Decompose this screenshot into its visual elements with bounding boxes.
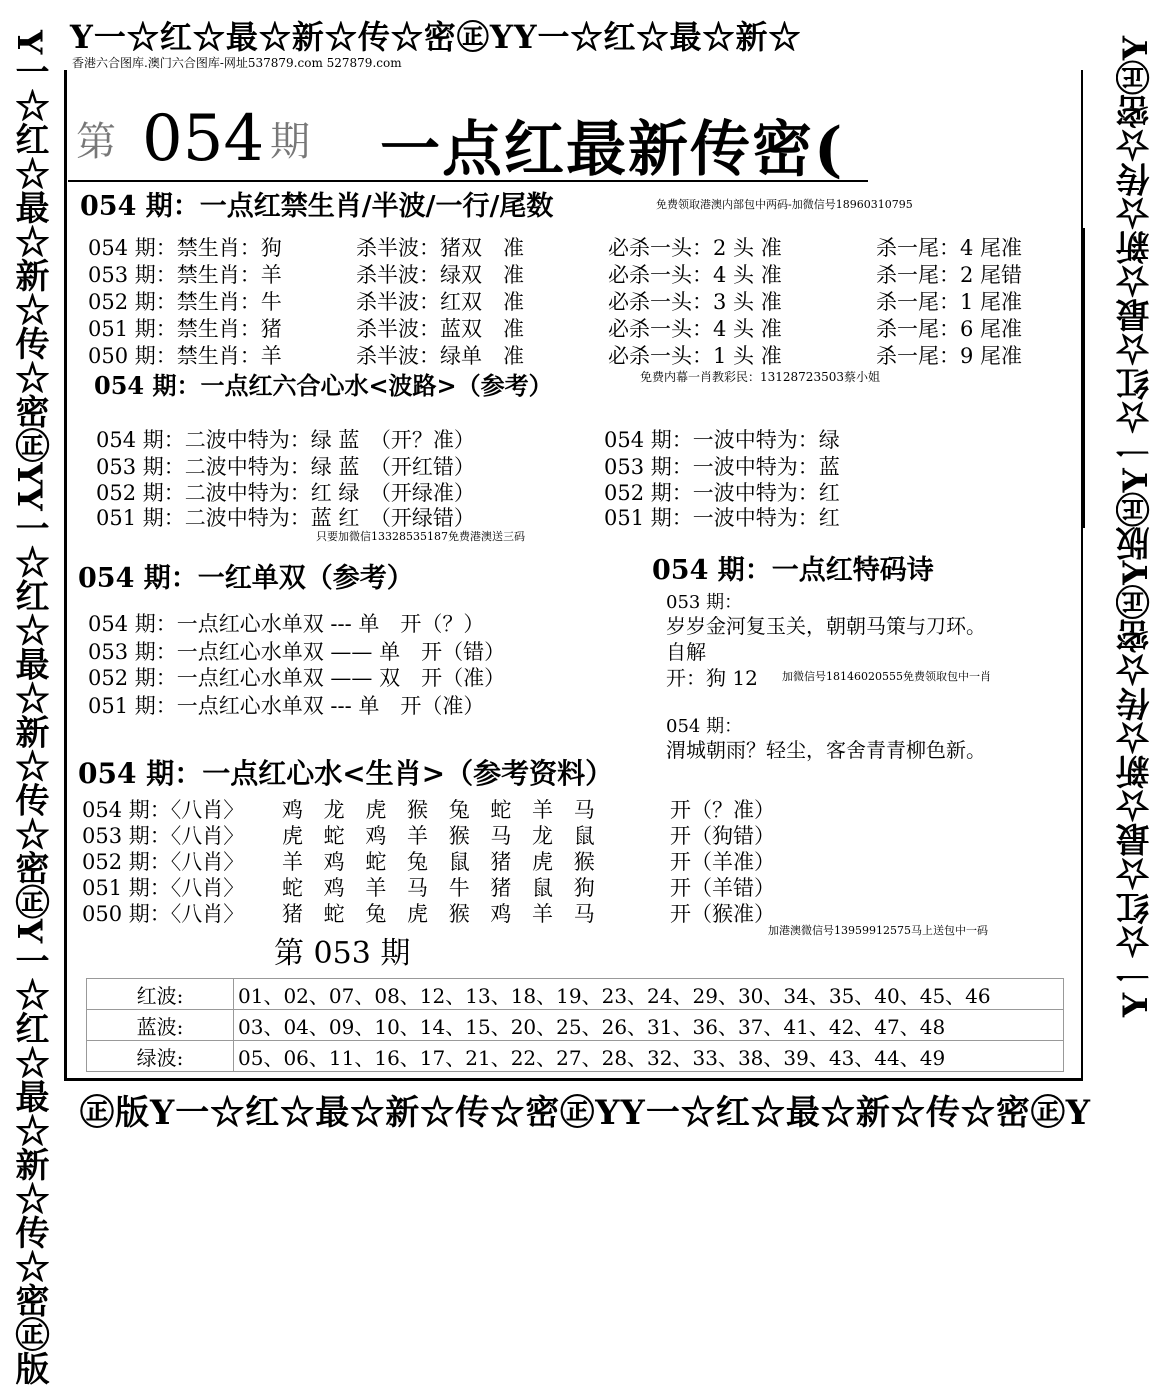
poem-053-line2: 自解 <box>666 640 706 664</box>
wave-table <box>86 978 1064 1072</box>
s1-row-1-col2: 杀半波：猪双 准 <box>356 236 524 260</box>
wave-label-green: 绿波: <box>87 1041 234 1072</box>
s1-row-4-col3: 必杀一头：4 头 准 <box>608 317 782 341</box>
poem-053-label: 053 期： <box>666 592 743 613</box>
s1-row-3-col3: 必杀一头：3 头 准 <box>608 290 782 314</box>
s1-row-1-col1: 054 期：禁生肖：狗 <box>88 236 282 260</box>
header-divider <box>68 180 868 182</box>
poem-053-line1: 岁岁金河复玉关，朝朝马策与刀环。 <box>666 614 986 638</box>
site-address-line: 香港六合图库.澳门六合图库-网址537879.com 527879.com <box>72 56 402 70</box>
s5-row-2-animals: 虎 蛇 鸡 羊 猴 马 龙 鼠 <box>282 824 595 848</box>
section1-note: 免费领取港澳内部包中两码-加微信号18960310795 <box>656 198 913 211</box>
s1-row-4-col4: 杀一尾：6 尾准 <box>876 317 1023 341</box>
wave-numbers-green: 05、06、11、16、17、21、22、27、28、32、33、38、39、43、44、49 <box>234 1041 1064 1072</box>
s5-row-2-result: 开（狗错） <box>670 824 775 848</box>
s5-row-4-animals: 蛇 鸡 羊 马 牛 猪 鼠 狗 <box>282 876 595 900</box>
s5-row-5-result: 开（猴准） <box>670 902 775 926</box>
s2-right-row-1: 054 期：一波中特为：绿 <box>604 428 840 452</box>
s1-row-4-col2: 杀半波：蓝双 准 <box>356 317 524 341</box>
s5-row-4-period: 051 期：〈八肖〉 <box>82 876 245 900</box>
s1-row-2-col1: 053 期：禁生肖：羊 <box>88 263 282 287</box>
s1-row-3-col2: 杀半波：红双 准 <box>356 290 524 314</box>
s3-row-1: 054 期：一点红心水单双 --- 单 开（？） <box>88 612 485 636</box>
s1-row-5-col3: 必杀一头：1 头 准 <box>608 344 782 368</box>
s1-row-4-col1: 051 期：禁生肖：猪 <box>88 317 282 341</box>
section4-note: 加微信号18146020555免费领取包中一肖 <box>782 670 991 683</box>
section5-title: 054 期：一点红心水<生肖>（参考资料） <box>78 757 614 790</box>
s5-row-1-animals: 鸡 龙 虎 猴 兔 蛇 羊 马 <box>282 798 595 822</box>
section4-title: 054 期：一点红特码诗 <box>652 555 934 586</box>
poem-054-line1: 渭城朝雨？轻尘，客舍青青柳色新。 <box>666 738 986 762</box>
s1-row-2-col4: 杀一尾：2 尾错 <box>876 263 1023 287</box>
main-title: 一点红最新传密( <box>380 115 845 185</box>
s1-row-5-col4: 杀一尾：9 尾准 <box>876 344 1023 368</box>
wave-row-red <box>87 979 1064 1010</box>
s5-row-1-period: 054 期：〈八肖〉 <box>82 798 245 822</box>
lower-left-frame <box>64 546 67 756</box>
wave-numbers-blue: 03、04、09、10、14、15、20、25、26、31、36、37、41、42、47、48 <box>234 1010 1064 1041</box>
wave-row-blue <box>87 1010 1064 1041</box>
bottom-border-text: ㊣版Y一☆红☆最☆新☆传☆密㊣YY一☆红☆最☆新☆传☆密㊣Y <box>80 1093 1092 1133</box>
poem-054-label: 054 期： <box>666 716 743 737</box>
section5-note: 加港澳微信号13959912575马上送包中一码 <box>768 924 988 937</box>
wave-label-blue: 蓝波: <box>87 1010 234 1041</box>
section2-note2: 只要加微信13328535187免费港澳送三码 <box>316 530 525 543</box>
period-prefix: 第 <box>76 119 116 165</box>
section2-note: 免费内幕一肖教彩民：13128723503蔡小姐 <box>640 370 880 384</box>
period-number: 054 <box>142 102 265 176</box>
s1-row-3-col1: 052 期：禁生肖：牛 <box>88 290 282 314</box>
s5-row-5-animals: 猪 蛇 兔 虎 猴 鸡 羊 马 <box>282 902 595 926</box>
s1-row-5-col2: 杀半波：绿单 准 <box>356 344 524 368</box>
wave-table-title: 第 053 期 <box>274 936 411 971</box>
s1-row-2-col2: 杀半波：绿双 准 <box>356 263 524 287</box>
s1-row-5-col1: 050 期：禁生肖：羊 <box>88 344 282 368</box>
s2-left-row-1: 054 期：二波中特为：绿 蓝 （开？准） <box>96 428 475 452</box>
period-suffix: 期 <box>270 119 310 165</box>
s5-row-5-period: 050 期：〈八肖〉 <box>82 902 245 926</box>
section2-title: 054 期：一点红六合心水<波路>（参考） <box>94 371 553 400</box>
wave-row-green <box>87 1041 1064 1072</box>
s2-right-row-2: 053 期：一波中特为：蓝 <box>604 455 840 479</box>
left-border-text: Y一☆红☆最☆新☆传☆密㊣YY一☆红☆最☆新☆传☆密㊣Y一☆红☆最☆新☆传☆密㊣版 <box>9 30 49 1385</box>
s5-row-2-period: 053 期：〈八肖〉 <box>82 824 245 848</box>
s5-row-3-period: 052 期：〈八肖〉 <box>82 850 245 874</box>
s1-row-1-col3: 必杀一头：2 头 准 <box>608 236 782 260</box>
s2-left-row-2: 053 期：二波中特为：绿 蓝 （开红错） <box>96 455 475 479</box>
s5-row-4-result: 开（羊错） <box>670 876 775 900</box>
s5-row-1-result: 开（？准） <box>670 798 775 822</box>
s1-row-1-col4: 杀一尾：4 尾准 <box>876 236 1023 260</box>
s2-left-row-4: 051 期：二波中特为：蓝 红 （开绿错） <box>96 506 475 530</box>
wave-label-red: 红波: <box>87 979 234 1010</box>
s2-right-row-3: 052 期：一波中特为：红 <box>604 481 840 505</box>
s2-right-row-4: 051 期：一波中特为：红 <box>604 506 840 530</box>
top-border-text: Y一☆红☆最☆新☆传☆密㊣YY一☆红☆最☆新☆ <box>70 18 802 56</box>
section3-title: 054 期：一红单双（参考） <box>78 563 414 594</box>
s3-row-4: 051 期：一点红心水单双 --- 单 开（准） <box>88 694 485 718</box>
s1-row-2-col3: 必杀一头：4 头 准 <box>608 263 782 287</box>
section1-title: 054 期：一点红禁生肖/半波/一行/尾数 <box>80 191 554 222</box>
s2-left-row-3: 052 期：二波中特为：红 绿 （开绿准） <box>96 481 475 505</box>
s1-row-3-col4: 杀一尾：1 尾准 <box>876 290 1023 314</box>
s3-row-3: 052 期：一点红心水单双 —— 双 开（准） <box>88 666 506 690</box>
s3-row-2: 053 期：一点红心水单双 —— 单 开（错） <box>88 640 506 664</box>
wave-numbers-red: 01、02、07、08、12、13、18、19、23、24、29、30、34、35、40、45、46 <box>234 979 1064 1010</box>
right-border-text: Y一☆红☆最☆新☆传☆密㊣Y版㊣Y一☆红☆最☆新☆传☆密㊣Y <box>1116 36 1156 1018</box>
s5-row-3-result: 开（羊准） <box>670 850 775 874</box>
poem-053-open: 开：狗 12 <box>666 666 758 690</box>
s5-row-3-animals: 羊 鸡 蛇 兔 鼠 猪 虎 猴 <box>282 850 595 874</box>
